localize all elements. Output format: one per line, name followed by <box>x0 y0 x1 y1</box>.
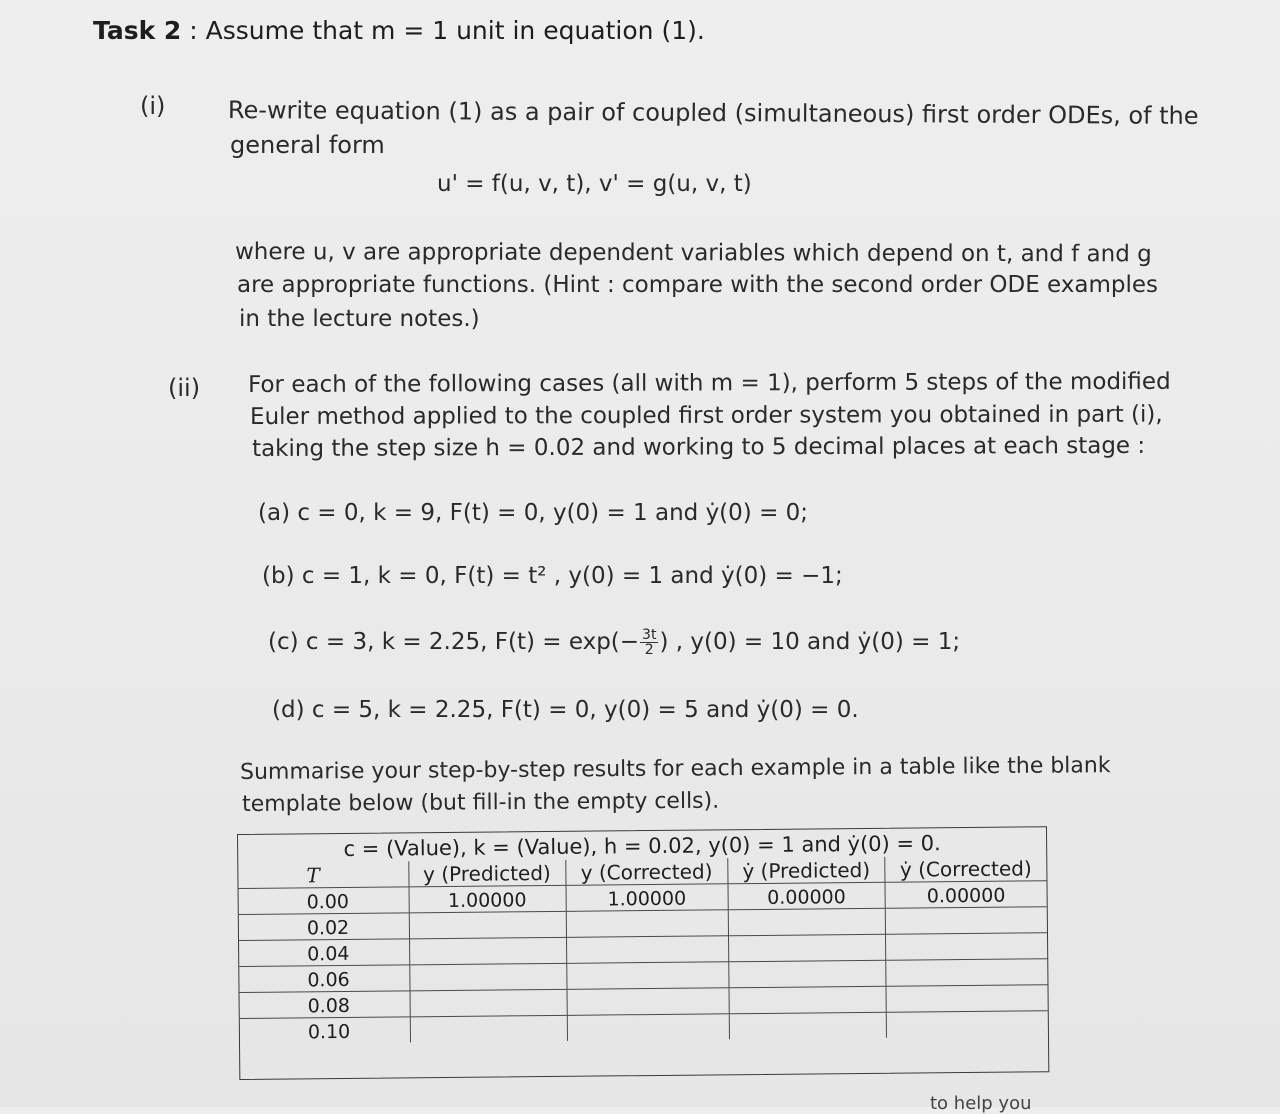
table-cell-t: 0.02 <box>239 913 409 941</box>
table-cell: 0.00000 <box>728 882 885 910</box>
task-title <box>93 16 705 45</box>
table-cell <box>729 960 886 988</box>
table-header: c = (Value), k = (Value), h = 0.02, y(0) = 1 and ẏ(0) = 0. <box>343 831 941 861</box>
summary-line2: template below (but fill-in the empty cells). <box>242 788 720 817</box>
table-cell <box>410 989 567 1017</box>
table-cell <box>566 936 728 964</box>
table-cell <box>885 933 1047 961</box>
table-cell <box>566 962 728 990</box>
table-cell: 1.00000 <box>566 884 728 912</box>
part-ii-label: (ii) <box>168 374 201 402</box>
part-i-line1: Re-write equation (1) as a pair of coupled (simultaneous) first order ODEs, of the <box>227 96 1199 130</box>
table-cell <box>409 963 566 991</box>
col-header-ydot-predicted: ẏ (Predicted) <box>728 857 885 884</box>
table-cell <box>886 1011 1048 1038</box>
col-header-ydot-corrected: ẏ (Corrected) <box>885 855 1047 882</box>
table-cell <box>566 910 728 938</box>
table-cell: 0.00000 <box>885 881 1047 909</box>
case-c-suffix: ) , y(0) = 10 and ẏ(0) = 1; <box>659 629 961 655</box>
table-cell <box>567 988 729 1016</box>
case-c <box>268 628 960 657</box>
case-b: (b) c = 1, k = 0, F(t) = t² , y(0) = 1 and ẏ(0) = −1; <box>262 563 843 589</box>
summary-line1: Summarise your step-by-step results for each example in a table like the blank <box>240 753 1111 785</box>
table-cell <box>886 959 1048 987</box>
case-c-prefix: (c) c = 3, k = 2.25, F(t) = exp(− <box>268 629 640 655</box>
case-c-fraction-numerator: 3t <box>642 627 657 643</box>
cutoff-text: to help you <box>930 1093 1032 1114</box>
part-i-where-line2: are appropriate functions. (Hint : compare with the second order ODE examples <box>237 272 1159 298</box>
table-cell-t: 0.00 <box>239 887 409 915</box>
table-cell <box>567 1014 729 1041</box>
table-cell-t: 0.06 <box>239 965 409 993</box>
part-i-where-line3: in the lecture notes.) <box>239 306 480 332</box>
part-i-label: (i) <box>140 92 166 120</box>
table-cell <box>409 911 566 939</box>
table-cell <box>409 937 566 965</box>
results-table <box>237 826 1049 1080</box>
part-ii-line1: For each of the following cases (all with m = 1), perform 5 steps of the modified <box>248 368 1171 398</box>
task-title-rest: : Assume that m = 1 unit in equation (1). <box>189 16 705 45</box>
part-ii-line3: taking the step size h = 0.02 and working to 5 decimal places at each stage : <box>252 432 1146 462</box>
table-cell <box>729 986 886 1014</box>
part-i-where-line1: where u, v are appropriate dependent variables which depend on t, and f and g <box>234 239 1152 268</box>
table-cell <box>729 1012 886 1039</box>
part-ii-line2: Euler method applied to the coupled first order system you obtained in part (i), <box>250 401 1163 430</box>
case-d: (d) c = 5, k = 2.25, F(t) = 0, y(0) = 5 and ẏ(0) = 0. <box>272 697 859 723</box>
table-cell-t: 0.08 <box>240 991 410 1019</box>
table-cell <box>885 907 1047 935</box>
case-c-fraction <box>640 628 658 657</box>
table-cell-t: 0.04 <box>239 939 409 967</box>
table-cell-t: 0.10 <box>240 1017 410 1044</box>
table-cell <box>410 1015 567 1042</box>
results-grid <box>238 855 1048 1044</box>
table-cell <box>728 934 885 962</box>
case-c-fraction-denominator: 2 <box>644 642 654 658</box>
col-header-y-corrected: y (Corrected) <box>565 858 727 885</box>
col-header-t: T <box>238 861 408 888</box>
table-cell <box>886 985 1048 1013</box>
table-cell: 1.00000 <box>409 885 566 913</box>
table-cell <box>728 908 885 936</box>
task-title-bold: Task 2 <box>93 16 182 45</box>
general-form-formula: u' = f(u, v, t), v' = g(u, v, t) <box>437 171 752 197</box>
case-a: (a) c = 0, k = 9, F(t) = 0, y(0) = 1 and ẏ(0) = 0; <box>258 500 809 526</box>
col-header-y-predicted: y (Predicted) <box>408 860 565 887</box>
part-i-line2: general form <box>230 131 385 159</box>
